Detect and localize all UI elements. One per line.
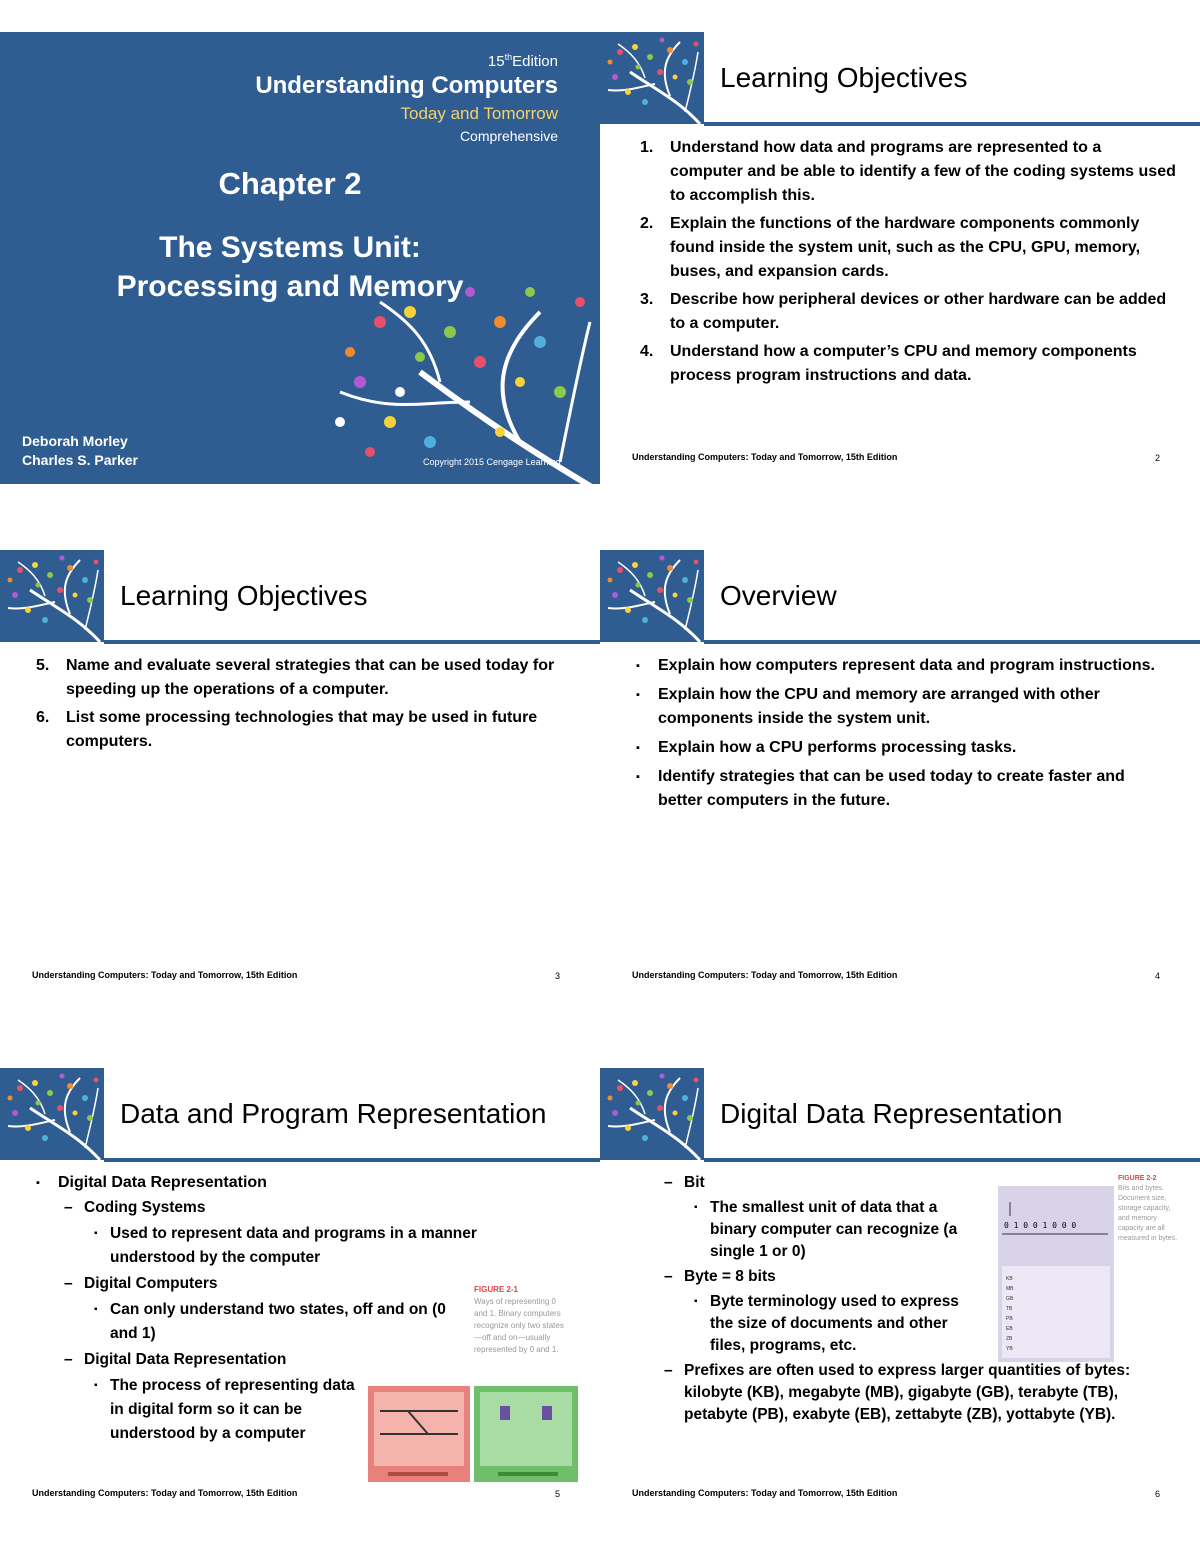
list-item: ▪ Explain how computers represent data and program instructions. — [632, 654, 1172, 678]
figure-row-label: MB — [1006, 1286, 1014, 1292]
slide-header — [600, 1068, 1200, 1160]
list-item: ▪ Explain how the CPU and memory are arranged with other components inside the system unit. — [632, 683, 1172, 731]
objectives-list — [636, 136, 1176, 392]
bits-bytes-figure — [998, 1186, 1114, 1362]
book-subtitle: Today and Tomorrow — [400, 104, 558, 123]
list-item: ▪ Digital Data Representation — [32, 1172, 532, 1194]
binary-figure — [368, 1386, 578, 1482]
edition-label: 15thEdition — [487, 52, 558, 70]
slide-title: Learning Objectives — [720, 62, 968, 93]
list-item: – Byte = 8 bits — [632, 1266, 1172, 1288]
slide-2 — [600, 32, 1200, 492]
list-item: 6. List some processing technologies that may be used in future computers. — [36, 709, 538, 750]
objectives-list — [32, 654, 572, 758]
header-rule — [704, 122, 1200, 126]
list-item: – Bit — [632, 1172, 1172, 1194]
figure-row-label: ZB — [1006, 1336, 1013, 1342]
slide-footer: Understanding Computers: Today and Tomorrow, 15th Edition — [632, 452, 898, 462]
figure-row-label: YB — [1006, 1346, 1013, 1352]
page-number: 6 — [1154, 1489, 1160, 1499]
list-item: ▪ Used to represent data and programs in a manner understood by the computer — [32, 1222, 530, 1270]
chapter-title: The Systems Unit: Processing and Memory — [116, 231, 464, 303]
slide-header — [0, 550, 600, 642]
figure-row-label: GB — [1006, 1296, 1014, 1302]
figure-row-label: PB — [1006, 1316, 1013, 1322]
list-item: ▪ Identify strategies that can be used today to create faster and better computers in the future. — [632, 765, 1172, 813]
list-item: – Prefixes are often used to express larger quantities of bytes: kilobyte (KB), megabyte (MB), gigabyte (GB), terabyte (TB), petabyte (PB), exabyte (EB), zettabyte (ZB), yottabyte (YB). — [632, 1360, 1154, 1426]
slide-title: Learning Objectives — [120, 580, 368, 611]
list-item: ▪ Explain how a CPU performs processing tasks. — [632, 736, 1172, 760]
slide-title: Overview — [720, 580, 837, 611]
tree-thumbnail-icon — [600, 1068, 704, 1160]
authors: Deborah Morley Charles S. Parker — [22, 433, 138, 468]
slide-header — [0, 1068, 600, 1160]
tree-thumbnail-icon — [0, 1068, 104, 1160]
slide-3 — [0, 550, 600, 1010]
slide-header — [600, 32, 1200, 124]
header-rule — [104, 1158, 600, 1162]
header-rule — [104, 640, 600, 644]
figure-caption: FIGURE 2-1 Ways of representing 0 and 1. Binary computers recognize only two states—off and on—usually represented by 0 and 1. — [474, 1285, 564, 1354]
book-title: Understanding Computers — [255, 72, 558, 99]
list-item: 2. Explain the functions of the hardware components commonly found inside the system unit, such as the CPU, GPU, memory, buses, and expansion cards. — [640, 215, 1141, 280]
figure-row-label: EB — [1006, 1326, 1013, 1332]
header-rule — [704, 1158, 1200, 1162]
list-item: – Digital Computers — [32, 1273, 532, 1295]
tree-thumbnail-icon — [0, 550, 104, 642]
list-item: – Coding Systems — [32, 1197, 532, 1219]
title-slide — [0, 32, 600, 484]
list-item: 1. Understand how data and programs are represented to a computer and be able to identify a few of the coding systems used to accomplish this. — [640, 139, 1176, 204]
slide-6 — [600, 1068, 1200, 1528]
page-number: 3 — [554, 971, 560, 981]
list-item: ▪ Byte terminology used to express the size of documents and other files, programs, etc. — [632, 1291, 980, 1357]
list-item: 3. Describe how peripheral devices or other hardware can be added to a computer. — [640, 291, 1167, 332]
figure-row-label: TB — [1006, 1306, 1013, 1312]
slide-footer: Understanding Computers: Today and Tomorrow, 15th Edition — [32, 970, 298, 980]
list-item: – Digital Data Representation — [32, 1349, 532, 1371]
figure-row-label: KB — [1006, 1276, 1013, 1282]
book-variant: Comprehensive — [459, 128, 558, 144]
slide-header — [600, 550, 1200, 642]
page-number: 4 — [1154, 971, 1160, 981]
list-item: 4. Understand how a computer’s CPU and memory components process program instructions and data. — [640, 343, 1137, 384]
list-item: ▪ Can only understand two states, off and on (0 and 1) — [32, 1298, 455, 1346]
svg-text:0 1 0 0 1 0 0 0: 0 1 0 0 1 0 0 0 — [1004, 1221, 1077, 1230]
slide-footer: Understanding Computers: Today and Tomorrow, 15th Edition — [32, 1488, 298, 1498]
copyright: Copyright 2015 Cengage Learning — [423, 457, 561, 467]
tree-thumbnail-icon — [600, 32, 704, 124]
slide-4 — [600, 550, 1200, 1010]
slide-footer: Understanding Computers: Today and Tomorrow, 15th Edition — [632, 970, 898, 980]
slide-footer: Understanding Computers: Today and Tomorrow, 15th Edition — [632, 1488, 898, 1498]
page-number: 2 — [1154, 453, 1160, 463]
figure-caption: FIGURE 2-2 Bits and bytes. Document size, storage capacity, and memory capacity are all measured in bytes. — [1118, 1175, 1178, 1242]
chapter-number: Chapter 2 — [218, 166, 362, 201]
slide-5 — [0, 1068, 600, 1528]
list-item: ▪ The smallest unit of data that a binary computer can recognize (a single 1 or 0) — [632, 1197, 980, 1263]
page-number: 5 — [554, 1489, 560, 1499]
header-rule — [704, 640, 1200, 644]
list-item: 5. Name and evaluate several strategies that can be used today for speeding up the operations of a computer. — [36, 657, 555, 698]
list-item: ▪ The process of representing data in digital form so it can be understood by a computer — [32, 1374, 360, 1446]
slide-title: Data and Program Representation — [120, 1098, 547, 1129]
overview-list — [632, 654, 1172, 818]
tree-thumbnail-icon — [600, 550, 704, 642]
slide-title: Digital Data Representation — [720, 1098, 1063, 1129]
